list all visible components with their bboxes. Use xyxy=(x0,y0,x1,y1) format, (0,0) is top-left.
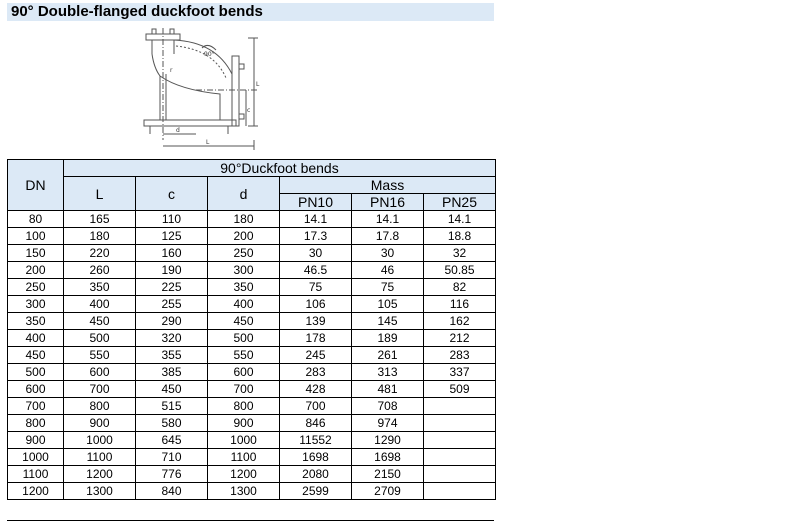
cell-pn16: 75 xyxy=(352,279,424,296)
cell-pn10: 178 xyxy=(280,330,352,347)
cell-pn25: 82 xyxy=(424,279,496,296)
table-row xyxy=(8,228,496,245)
dim-label-c: c xyxy=(247,107,251,114)
cell-pn25: 18.8 xyxy=(424,228,496,245)
cell-pn16: 17.8 xyxy=(352,228,424,245)
cell-pn25: 283 xyxy=(424,347,496,364)
cell-c: 190 xyxy=(136,262,208,279)
cell-pn25 xyxy=(424,483,496,500)
cell-pn10: 283 xyxy=(280,364,352,381)
cell-pn16: 30 xyxy=(352,245,424,262)
cell-pn16: 105 xyxy=(352,296,424,313)
table-row xyxy=(8,483,496,500)
title-bar xyxy=(7,3,494,21)
cell-d: 350 xyxy=(208,279,280,296)
cell-d: 450 xyxy=(208,313,280,330)
cell-pn25: 116 xyxy=(424,296,496,313)
cell-pn16: 313 xyxy=(352,364,424,381)
cell-pn10: 17.3 xyxy=(280,228,352,245)
angle-label: 90° xyxy=(204,51,215,58)
cell-pn16: 1698 xyxy=(352,449,424,466)
cell-pn16: 261 xyxy=(352,347,424,364)
cell-c: 290 xyxy=(136,313,208,330)
cell-d: 700 xyxy=(208,381,280,398)
cell-d: 1100 xyxy=(208,449,280,466)
cell-dn: 250 xyxy=(8,279,64,296)
cell-dn: 800 xyxy=(8,415,64,432)
header-dn: DN xyxy=(8,160,64,211)
cell-d: 300 xyxy=(208,262,280,279)
table-row xyxy=(8,296,496,313)
header-group: 90°Duckfoot bends xyxy=(64,160,496,177)
cell-pn16: 14.1 xyxy=(352,211,424,228)
duckfoot-bend-drawing xyxy=(136,28,266,154)
cell-dn: 1200 xyxy=(8,483,64,500)
cell-pn10: 139 xyxy=(280,313,352,330)
header-c: c xyxy=(136,177,208,211)
header-pn16: PN16 xyxy=(352,194,424,211)
cell-pn10: 14.1 xyxy=(280,211,352,228)
cell-pn25: 14.1 xyxy=(424,211,496,228)
page-title: 90° Double-flanged duckfoot bends xyxy=(11,3,263,20)
table-row xyxy=(8,381,496,398)
table-row xyxy=(8,449,496,466)
cell-l: 350 xyxy=(64,279,136,296)
cell-pn25 xyxy=(424,466,496,483)
cell-pn16: 1290 xyxy=(352,432,424,449)
cell-l: 900 xyxy=(64,415,136,432)
cell-l: 550 xyxy=(64,347,136,364)
cell-dn: 350 xyxy=(8,313,64,330)
table-row xyxy=(8,330,496,347)
dim-label-d: d xyxy=(176,127,180,134)
cell-d: 1000 xyxy=(208,432,280,449)
cell-l: 180 xyxy=(64,228,136,245)
cell-pn25 xyxy=(424,449,496,466)
cell-c: 840 xyxy=(136,483,208,500)
bottom-divider xyxy=(7,520,494,521)
bend-inner-wall xyxy=(152,54,220,120)
dimensions-table xyxy=(7,159,496,500)
cell-pn10: 846 xyxy=(280,415,352,432)
cell-d: 1200 xyxy=(208,466,280,483)
cell-l: 450 xyxy=(64,313,136,330)
cell-dn: 300 xyxy=(8,296,64,313)
cell-pn16: 145 xyxy=(352,313,424,330)
cell-dn: 500 xyxy=(8,364,64,381)
cell-pn10: 75 xyxy=(280,279,352,296)
dim-label-r: r xyxy=(170,67,173,74)
table-row xyxy=(8,415,496,432)
table-row xyxy=(8,364,496,381)
cell-dn: 150 xyxy=(8,245,64,262)
cell-c: 110 xyxy=(136,211,208,228)
cell-pn25: 337 xyxy=(424,364,496,381)
cell-l: 1200 xyxy=(64,466,136,483)
cell-d: 550 xyxy=(208,347,280,364)
cell-c: 125 xyxy=(136,228,208,245)
cell-dn: 600 xyxy=(8,381,64,398)
cell-pn25: 509 xyxy=(424,381,496,398)
cell-l: 600 xyxy=(64,364,136,381)
top-bolt-right xyxy=(170,29,174,34)
cell-l: 400 xyxy=(64,296,136,313)
table-row xyxy=(8,466,496,483)
cell-dn: 200 xyxy=(8,262,64,279)
cell-l: 800 xyxy=(64,398,136,415)
cell-pn10: 700 xyxy=(280,398,352,415)
cell-pn16: 974 xyxy=(352,415,424,432)
base-plate xyxy=(144,120,236,126)
cell-d: 180 xyxy=(208,211,280,228)
dim-label-L-vertical: L xyxy=(256,81,260,88)
cell-c: 515 xyxy=(136,398,208,415)
header-d: d xyxy=(208,177,280,211)
cell-pn16: 481 xyxy=(352,381,424,398)
cell-l: 500 xyxy=(64,330,136,347)
cell-pn10: 30 xyxy=(280,245,352,262)
cell-pn25: 32 xyxy=(424,245,496,262)
dim-label-L-horizontal: L xyxy=(206,139,210,146)
cell-c: 355 xyxy=(136,347,208,364)
table-body xyxy=(8,211,496,500)
cell-d: 400 xyxy=(208,296,280,313)
cell-l: 700 xyxy=(64,381,136,398)
cell-pn10: 2599 xyxy=(280,483,352,500)
cell-c: 580 xyxy=(136,415,208,432)
cell-pn25: 50.85 xyxy=(424,262,496,279)
cell-dn: 1100 xyxy=(8,466,64,483)
cell-c: 710 xyxy=(136,449,208,466)
cell-l: 260 xyxy=(64,262,136,279)
table-row xyxy=(8,279,496,296)
cell-pn16: 708 xyxy=(352,398,424,415)
cell-dn: 400 xyxy=(8,330,64,347)
cell-pn16: 2150 xyxy=(352,466,424,483)
cell-dn: 100 xyxy=(8,228,64,245)
table-row xyxy=(8,347,496,364)
top-bolt-left xyxy=(152,29,156,34)
cell-c: 776 xyxy=(136,466,208,483)
cell-c: 225 xyxy=(136,279,208,296)
cell-d: 500 xyxy=(208,330,280,347)
header-pn25: PN25 xyxy=(424,194,496,211)
cell-dn: 700 xyxy=(8,398,64,415)
cell-pn25 xyxy=(424,415,496,432)
table-row xyxy=(8,398,496,415)
cell-pn10: 2080 xyxy=(280,466,352,483)
table-row xyxy=(8,313,496,330)
cell-d: 1300 xyxy=(208,483,280,500)
cell-l: 1100 xyxy=(64,449,136,466)
cell-d: 800 xyxy=(208,398,280,415)
bend-outer-wall xyxy=(174,40,232,120)
cell-pn10: 46.5 xyxy=(280,262,352,279)
cell-c: 320 xyxy=(136,330,208,347)
cell-pn25 xyxy=(424,398,496,415)
cell-c: 385 xyxy=(136,364,208,381)
table-row xyxy=(8,262,496,279)
cell-c: 450 xyxy=(136,381,208,398)
cell-pn16: 2709 xyxy=(352,483,424,500)
cell-pn10: 1698 xyxy=(280,449,352,466)
table-row xyxy=(8,245,496,262)
cell-pn25: 212 xyxy=(424,330,496,347)
cell-dn: 450 xyxy=(8,347,64,364)
cell-l: 165 xyxy=(64,211,136,228)
cell-l: 1000 xyxy=(64,432,136,449)
header-L: L xyxy=(64,177,136,211)
table-row xyxy=(8,432,496,449)
cell-d: 250 xyxy=(208,245,280,262)
cell-dn: 900 xyxy=(8,432,64,449)
header-mass: Mass xyxy=(280,177,496,194)
cell-pn16: 189 xyxy=(352,330,424,347)
cell-pn10: 428 xyxy=(280,381,352,398)
side-flange xyxy=(232,56,239,126)
table-row xyxy=(8,211,496,228)
cell-pn25: 162 xyxy=(424,313,496,330)
cell-pn25 xyxy=(424,432,496,449)
cell-c: 645 xyxy=(136,432,208,449)
cell-pn16: 46 xyxy=(352,262,424,279)
cell-d: 600 xyxy=(208,364,280,381)
cell-d: 900 xyxy=(208,415,280,432)
cell-pn10: 106 xyxy=(280,296,352,313)
cell-c: 255 xyxy=(136,296,208,313)
cell-dn: 80 xyxy=(8,211,64,228)
cell-pn10: 11552 xyxy=(280,432,352,449)
header-pn10: PN10 xyxy=(280,194,352,211)
cell-c: 160 xyxy=(136,245,208,262)
cell-pn10: 245 xyxy=(280,347,352,364)
cell-d: 200 xyxy=(208,228,280,245)
cell-l: 1300 xyxy=(64,483,136,500)
cell-l: 220 xyxy=(64,245,136,262)
cell-dn: 1000 xyxy=(8,449,64,466)
